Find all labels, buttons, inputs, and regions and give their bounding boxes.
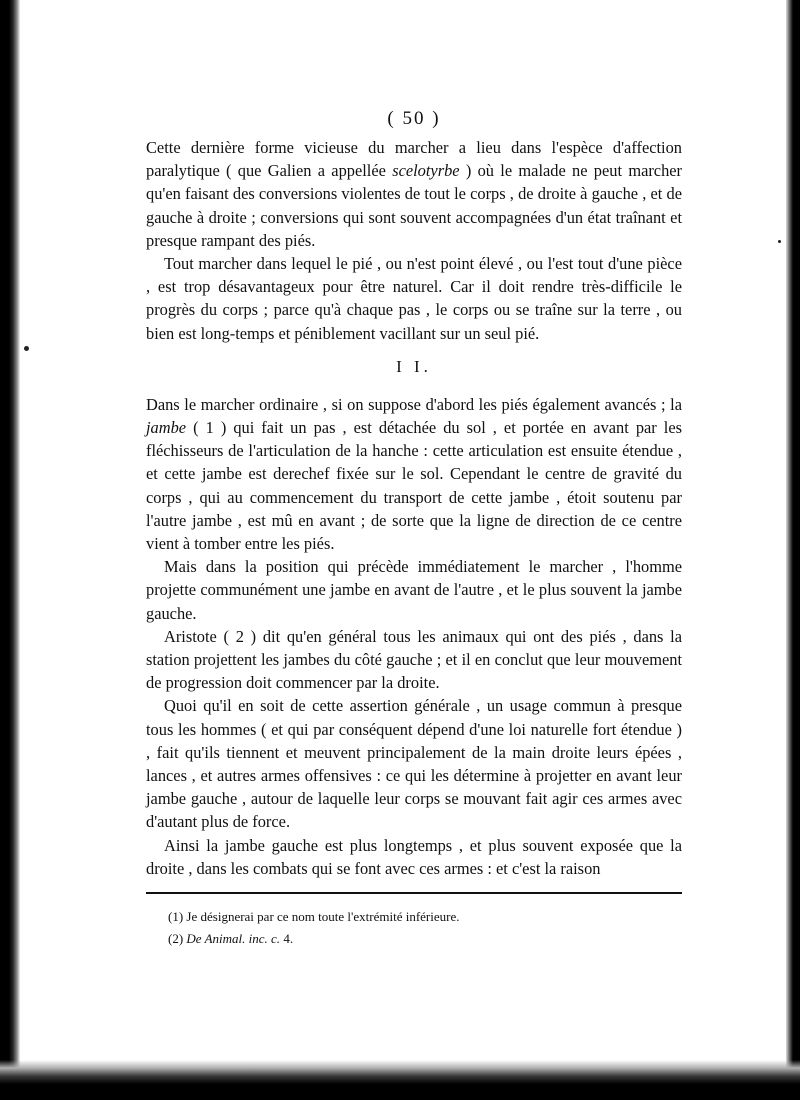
footnote-divider (146, 892, 682, 894)
paragraph-5: Aristote ( 2 ) dit qu'en général tous les animaux qui ont des piés , dans la station projettent les jambes du côté gauche ; et il en conclut que leur mouvement de progression doit commencer par la droite. (146, 626, 682, 693)
scan-speck (24, 346, 29, 351)
italic-term: scelotyrbe (392, 161, 460, 181)
scan-edge-left (0, 0, 20, 1100)
footnote-2: (2) De Animal. inc. c. 4. (168, 931, 294, 947)
italic-term: jambe (146, 418, 187, 438)
section-heading: I I. (396, 356, 432, 376)
scan-edge-right (786, 0, 800, 1100)
book-page (146, 108, 682, 950)
footnote-1: (1) Je désignerai par ce nom toute l'extrémité inférieure. (168, 909, 460, 925)
paragraph-3: Dans le marcher ordinaire , si on suppose d'abord les piés également avancés ; la jambe ( 1 ) qui fait un pas , est détachée du sol , et portée en avant par les fléchisseurs de l'articulation de la hanche : cette articulation est ensuite étendue , et cette jambe est derechef fixée sur le sol. Cependant le centre de gravité du corps , qui au commencement du transport de cette jambe , étoit soutenu par l'autre jambe , est mû en avant ; de sorte que la ligne de direction de ce centre vient à tomber entre les piés. (146, 394, 682, 554)
paragraph-4: Mais dans la position qui précède immédiatement le marcher , l'homme projette communément une jambe en avant de l'autre , et le plus souvent la jambe gauche. (146, 557, 682, 623)
paragraph-7: Ainsi la jambe gauche est plus longtemps , et plus souvent exposée que la droite , dans les combats qui se font avec ces armes : et c'est la raison (146, 835, 682, 878)
paragraph-6: Quoi qu'il en soit de cette assertion générale , un usage commun à presque tous les hommes ( et qui par conséquent dépend d'une loi naturelle fort étendue ) , fait qu'ils tiennent et meuvent principalement de la main droite leurs épées , lances , et autres armes offensives : ce qui les détermine à projetter en avant leur jambe gauche , autour de laquelle leur corps se mouvant fait agir ces armes avec d'autant plus de force. (146, 696, 682, 832)
page-number: ( 50 ) (387, 108, 441, 129)
scan-speck (778, 240, 781, 243)
paragraph-1: Cette dernière forme vicieuse du marcher a lieu dans l'espèce d'affection paralytique ( que Galien a appellée scelotyrbe ) où le malade ne peut marcher qu'en faisant des conversions violentes de tout le corps , de droite à gauche , et de gauche à droite ; conversions qui sont souvent accompagnées d'un état traînant et presque rampant des piés. (146, 138, 683, 250)
paragraph-2: Tout marcher dans lequel le pié , ou n'est point élevé , ou l'est tout d'une pièce , est trop désavantageux pour être naturel. Car il doit rendre très-difficile le progrès du corps ; parce qu'à chaque pas , le corps ou se traîne sur la terre , ou bien est long-temps et péniblement vacillant sur un seul pié. (146, 254, 682, 343)
scan-edge-bottom (0, 1060, 800, 1100)
